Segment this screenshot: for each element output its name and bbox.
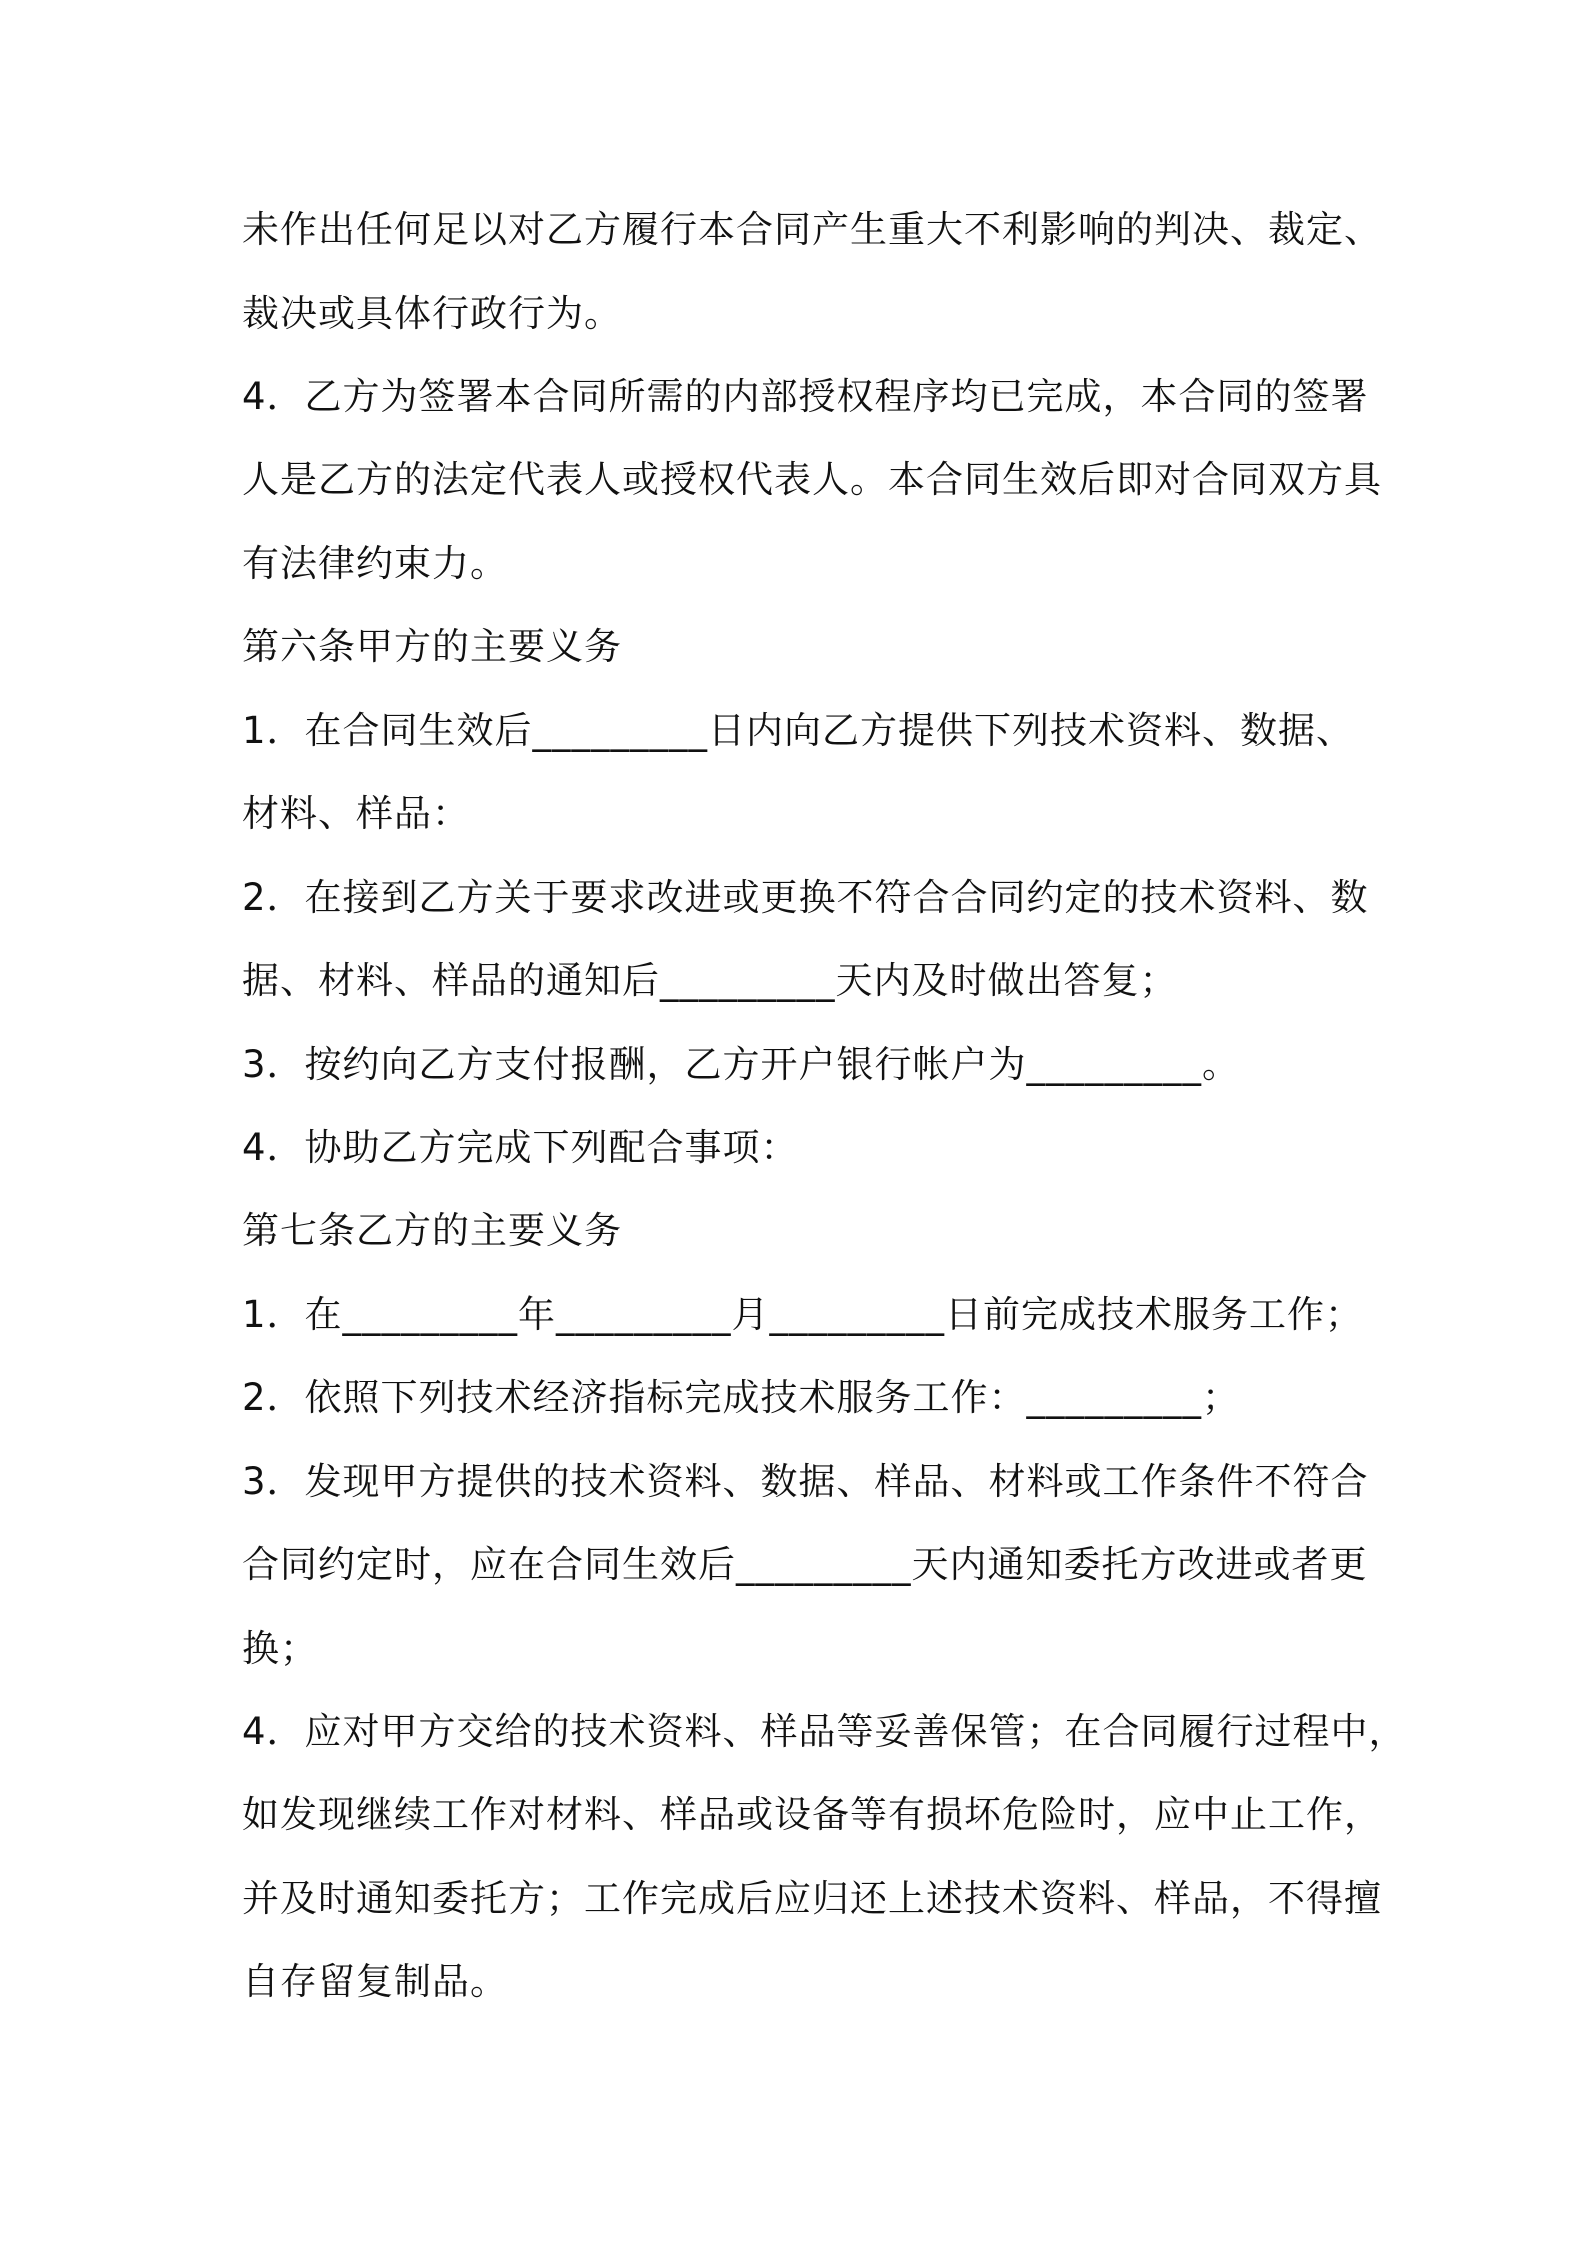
list-item: 2．依照下列技术经济指标完成技术服务工作：_________； bbox=[242, 1376, 1241, 1419]
text-line: 材料、样品： bbox=[242, 792, 470, 835]
list-item: 4．应对甲方交给的技术资料、样品等妥善保管；在合同履行过程中， bbox=[242, 1710, 1407, 1753]
list-item: 4．乙方为签署本合同所需的内部授权程序均已完成，本合同的签署 bbox=[242, 375, 1369, 418]
text-line: 换； bbox=[242, 1627, 318, 1670]
text-line: 未作出任何足以对乙方履行本合同产生重大不利影响的判决、裁定、 bbox=[242, 208, 1382, 251]
text-line: 自存留复制品。 bbox=[242, 1960, 508, 2003]
list-item: 3．发现甲方提供的技术资料、数据、样品、材料或工作条件不符合 bbox=[242, 1460, 1369, 1503]
section-heading: 第六条甲方的主要义务 bbox=[242, 625, 622, 668]
list-item: 2．在接到乙方关于要求改进或更换不符合合同约定的技术资料、数 bbox=[242, 876, 1369, 919]
list-item: 1．在_________年_________月_________日前完成技术服务工作； bbox=[242, 1293, 1364, 1336]
text-line: 如发现继续工作对材料、样品或设备等有损坏危险时，应中止工作， bbox=[242, 1793, 1382, 1836]
text-line: 裁决或具体行政行为。 bbox=[242, 292, 622, 335]
section-heading: 第七条乙方的主要义务 bbox=[242, 1209, 622, 1252]
list-item: 1．在合同生效后_________日内向乙方提供下列技术资料、数据、 bbox=[242, 709, 1355, 752]
list-item: 3．按约向乙方支付报酬，乙方开户银行帐户为_________。 bbox=[242, 1043, 1241, 1086]
text-line: 合同约定时，应在合同生效后_________天内通知委托方改进或者更 bbox=[242, 1543, 1368, 1586]
text-line: 人是乙方的法定代表人或授权代表人。本合同生效后即对合同双方具 bbox=[242, 458, 1382, 501]
text-line: 并及时通知委托方；工作完成后应归还上述技术资料、样品，不得擅 bbox=[242, 1877, 1382, 1920]
text-line: 有法律约束力。 bbox=[242, 542, 508, 585]
text-line: 据、材料、样品的通知后_________天内及时做出答复； bbox=[242, 959, 1178, 1002]
list-item: 4．协助乙方完成下列配合事项： bbox=[242, 1126, 799, 1169]
